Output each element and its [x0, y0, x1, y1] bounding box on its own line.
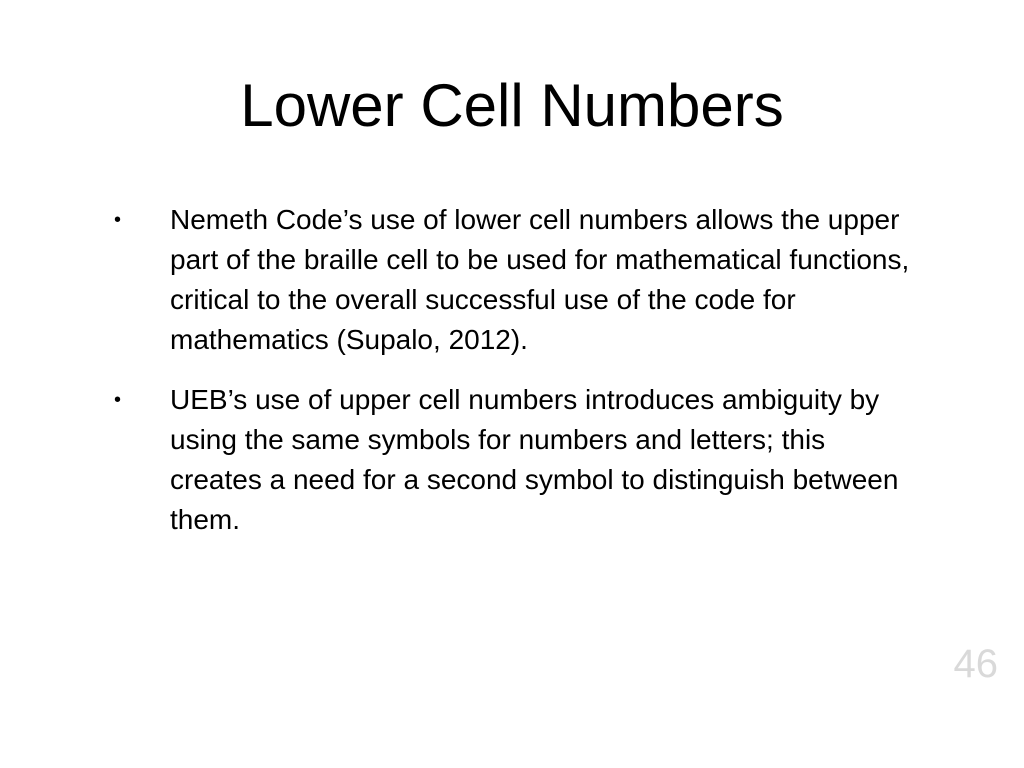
bullet-text: Nemeth Code’s use of lower cell numbers allows the upper part of the braille cell to be used for mathematical functions, critical to the overall successful use of the code for mathematics (Supalo, 2012).	[170, 204, 910, 355]
slide-number: 46	[953, 642, 998, 686]
bullet-text: UEB’s use of upper cell numbers introduces ambiguity by using the same symbols for numbers and letters; this creates a need for a second symbol to distinguish between them.	[170, 384, 899, 535]
slide-title: Lower Cell Numbers	[240, 72, 784, 139]
bullet-icon: •	[114, 389, 122, 411]
bullet-list	[110, 200, 910, 560]
bullet-icon: •	[114, 209, 122, 231]
bullet-item	[110, 380, 910, 540]
bullet-item	[110, 200, 910, 360]
